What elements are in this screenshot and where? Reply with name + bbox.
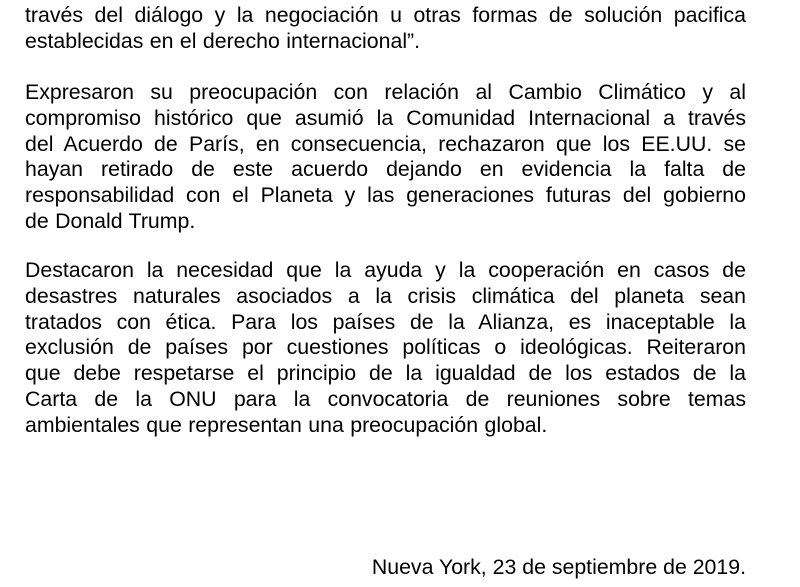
paragraph-line: través del diálogo y la negociación u otras formas de solución pacifica	[25, 3, 746, 27]
paragraph-line: responsabilidad con el Planeta y las generaciones futuras del gobierno	[25, 183, 746, 208]
paragraph-line: desastres naturales asociados a la crisis climática del planeta sean	[25, 283, 746, 308]
paragraph-line: compromiso histórico que asumió la Comunidad Internacional a través	[25, 105, 746, 130]
paragraph-line: de Donald Trump.	[25, 208, 196, 233]
paragraph-line: hayan retirado de este acuerdo dejando en evidencia la falta de	[25, 157, 746, 182]
paragraph-line: ambientales que representan una preocupación global.	[25, 412, 548, 437]
paragraph-climate-change	[25, 80, 746, 235]
paragraph-line: Destacaron la necesidad que la ayuda y la cooperación en casos de	[25, 258, 746, 282]
paragraph-line: Carta de la ONU para la convocatoria de reuniones sobre temas	[25, 386, 746, 411]
paragraph-line: establecidas en el derecho internacional”.	[25, 28, 421, 53]
paragraph-line: Expresaron su preocupación con relación al Cambio Climático y al	[25, 80, 746, 104]
paragraph-dialogue	[25, 3, 746, 55]
paragraph-line: tratados con ética. Para los países de la Alianza, es inaceptable la	[25, 309, 746, 334]
paragraph-line: exclusión de países por cuestiones políticas o ideológicas. Reiteraron	[25, 335, 746, 360]
place-and-date: Nueva York, 23 de septiembre de 2019.	[371, 555, 746, 579]
paragraph-line: que debe respetarse el principio de la igualdad de los estados de la	[25, 361, 746, 386]
paragraph-line: del Acuerdo de París, en consecuencia, rechazaron que los EE.UU. se	[25, 131, 746, 156]
paragraph-disaster-cooperation	[25, 258, 746, 439]
